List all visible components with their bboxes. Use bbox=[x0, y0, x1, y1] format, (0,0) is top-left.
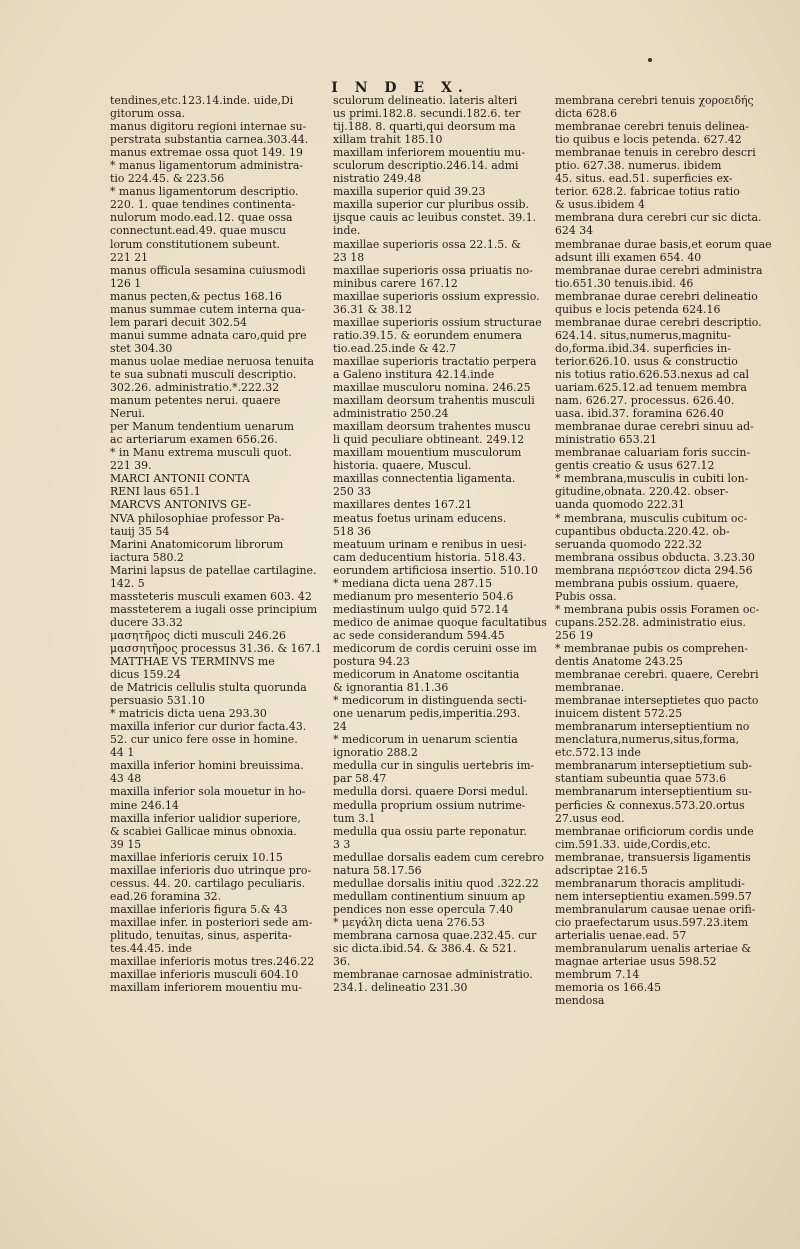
index-line: gitudine,obnata. 220.42. obser- bbox=[555, 485, 729, 499]
index-line: xillam trahit 185.10 bbox=[333, 133, 443, 147]
index-line: dicus 159.24 bbox=[110, 668, 181, 682]
index-line: 44 1 bbox=[110, 746, 135, 760]
index-line: maxillae inferioris motus tres.246.22 bbox=[110, 955, 315, 969]
index-line: maxilla inferior homini breuissima. bbox=[110, 759, 304, 773]
index-line: manui summe adnata caro,quid pre bbox=[110, 328, 307, 342]
index-line: membranae. bbox=[555, 681, 625, 695]
index-line: 221 21 bbox=[110, 250, 149, 264]
index-line: massteteris musculi examen 603. 42 bbox=[110, 589, 312, 603]
index-line: pendices non esse opercula 7.40 bbox=[333, 902, 514, 916]
index-line: historia. quaere, Muscul. bbox=[333, 459, 472, 473]
index-line: 43 48 bbox=[110, 772, 142, 786]
index-line: medulla qua ossiu parte reponatur. bbox=[333, 824, 527, 838]
index-line: tum 3.1 bbox=[333, 811, 376, 825]
index-line: nistratio 249.48 bbox=[333, 172, 422, 186]
index-line: 36. bbox=[333, 955, 351, 969]
index-line: us primi.182.8. secundi.182.6. ter bbox=[333, 107, 521, 121]
index-line: medulla proprium ossium nutrime- bbox=[333, 798, 526, 812]
index-line: medullae dorsalis eadem cum cerebro bbox=[333, 850, 544, 864]
index-line: membranae carnosae administratio. bbox=[333, 968, 533, 982]
index-line: cupans.252.28. administratio eius. bbox=[555, 615, 746, 629]
index-line: maxillae superioris ossium expressio. bbox=[333, 289, 540, 303]
index-line: ijsque cauis ac leuibus constet. 39.1. bbox=[333, 211, 537, 225]
index-line: 36.31 & 38.12 bbox=[333, 302, 412, 316]
index-line: manus officula sesamina cuiusmodi bbox=[110, 263, 306, 277]
index-line: * in Manu extrema musculi quot. bbox=[110, 446, 292, 460]
index-line: medullae dorsalis initiu quod .322.22 bbox=[333, 876, 539, 890]
index-line: medicorum de cordis ceruini osse im bbox=[333, 641, 537, 655]
index-line: adscriptae 216.5 bbox=[555, 863, 648, 877]
index-line: maxillae inferioris musculi 604.10 bbox=[110, 968, 299, 982]
index-line: tauij 35 54 bbox=[110, 524, 170, 538]
index-line: manus digitoru regioni internae su- bbox=[110, 120, 307, 134]
index-line: 24 bbox=[333, 720, 347, 734]
index-line: 39 15 bbox=[110, 837, 142, 851]
index-column-1 bbox=[110, 94, 328, 994]
index-line: membranarum interseptietium sub- bbox=[555, 759, 753, 773]
index-line: membranarum interseptientium su- bbox=[555, 785, 753, 799]
index-line: Marini lapsus de patellae cartilagine. bbox=[110, 563, 317, 577]
index-line: RENI laus 651.1 bbox=[110, 485, 201, 499]
index-line: MARCI ANTONII CONTA bbox=[110, 472, 250, 486]
index-line: & ignorantia 81.1.36 bbox=[333, 681, 449, 695]
index-line: connectunt.ead.49. quae muscu bbox=[110, 224, 287, 238]
index-line: membranae, transuersis ligamentis bbox=[555, 850, 751, 864]
index-line: perstrata substantia carnea.303.44. bbox=[110, 133, 309, 147]
index-line: maxillae superioris tractatio perpera bbox=[333, 354, 537, 368]
index-line: iactura 580.2 bbox=[110, 550, 184, 564]
index-line: * manus ligamentorum administra- bbox=[110, 159, 304, 173]
index-line: postura 94.23 bbox=[333, 655, 410, 669]
index-line: 142. 5 bbox=[110, 576, 145, 590]
running-header: I N D E X. bbox=[331, 80, 469, 96]
index-line: maxilla inferior sola mouetur in ho- bbox=[110, 785, 306, 799]
index-line: membranae durae cerebri descriptio. bbox=[555, 315, 762, 329]
index-line: ducere 33.32 bbox=[110, 615, 183, 629]
index-line: cupantibus obducta.220.42. ob- bbox=[555, 524, 730, 538]
index-line: MARCVS ANTONIVS GE- bbox=[110, 498, 252, 512]
index-line: membranarum thoracis amplitudi- bbox=[555, 876, 745, 890]
index-line: 518 36 bbox=[333, 524, 372, 538]
index-line: MATTHAE VS TERMINVS me bbox=[110, 655, 275, 669]
index-line: membrum 7.14 bbox=[555, 968, 640, 982]
index-line: maxillam deorsum trahentes muscu bbox=[333, 420, 531, 434]
index-line: medulla cur in singulis uertebris im- bbox=[333, 759, 535, 773]
index-line: 27.usus eod. bbox=[555, 811, 625, 825]
index-line: membranae durae cerebri administra bbox=[555, 263, 763, 277]
index-line: medianum pro mesenterio 504.6 bbox=[333, 589, 514, 603]
index-line: membrana cerebri tenuis χοροειδής bbox=[555, 94, 754, 107]
index-line: massteterem a iugali osse principium bbox=[110, 602, 318, 616]
index-line: 126 1 bbox=[110, 276, 142, 290]
index-line: sic dicta.ibid.54. & 386.4. & 521. bbox=[333, 942, 517, 956]
index-line: plitudo, tenuitas, sinus, asperita- bbox=[110, 929, 292, 942]
index-line: medico de animae quoque facultatibus bbox=[333, 615, 547, 629]
index-line: nem interseptientiu examen.599.57 bbox=[555, 889, 752, 903]
index-line: inuicem distent 572.25 bbox=[555, 707, 683, 721]
index-line: etc.572.13 inde bbox=[555, 746, 641, 760]
index-line: terior. 628.2. fabricae totius ratio bbox=[555, 185, 740, 199]
index-line: cim.591.33. uide,Cordis,etc. bbox=[555, 837, 711, 851]
index-line: minibus carere 167.12 bbox=[333, 276, 458, 290]
index-line: eorundem artificiosa insertio. 510.10 bbox=[333, 563, 538, 577]
index-line: 234.1. delineatio 231.30 bbox=[333, 981, 468, 995]
index-line: nulorum modo.ead.12. quae ossa bbox=[110, 211, 293, 225]
index-line: manum petentes nerui. quaere bbox=[110, 394, 281, 408]
index-line: te sua subnati musculi descriptio. bbox=[110, 367, 297, 381]
index-line: Marini Anatomicorum librorum bbox=[110, 537, 284, 551]
index-line: * membrana, musculis cubitum oc- bbox=[555, 511, 748, 525]
index-line: tio.651.30 tenuis.ibid. 46 bbox=[555, 276, 694, 290]
index-line: memoria os 166.45 bbox=[555, 981, 662, 995]
index-line: uasa. ibid.37. foramina 626.40 bbox=[555, 407, 724, 421]
index-line: maxillae superioris ossium structurae bbox=[333, 315, 542, 329]
index-line: μασσητῆρος processus 31.36. & 167.1 bbox=[110, 641, 322, 655]
index-line: 23 18 bbox=[333, 250, 365, 264]
index-line: tio quibus e locis petenda. 627.42 bbox=[555, 133, 742, 147]
index-line: maxillae infer. in posteriori sede am- bbox=[110, 915, 313, 929]
index-line: membrana pubis ossium. quaere, bbox=[555, 576, 739, 590]
index-line: 624.14. situs,numerus,magnitu- bbox=[555, 328, 731, 342]
index-line: tio.ead.25.inde & 42.7 bbox=[333, 341, 457, 355]
index-line: ratio.39.15. & eorundem enumera bbox=[333, 328, 523, 342]
index-line: Pubis ossa. bbox=[555, 589, 617, 603]
index-line: gitorum ossa. bbox=[110, 107, 186, 121]
index-line: lorum constitutionem subeunt. bbox=[110, 237, 281, 251]
index-line: & scabiei Gallicae minus obnoxia. bbox=[110, 824, 297, 838]
index-line: * membrana,musculis in cubiti lon- bbox=[555, 472, 749, 486]
index-line: membranae cerebri. quaere, Cerebri bbox=[555, 668, 759, 682]
index-line: nam. 626.27. processus. 626.40. bbox=[555, 394, 735, 408]
index-line: membranae orificiorum cordis unde bbox=[555, 824, 754, 838]
index-line: Nerui. bbox=[110, 407, 146, 421]
index-line: cam deducentium historia. 518.43. bbox=[333, 550, 526, 564]
index-line: 220. 1. quae tendines continenta- bbox=[110, 198, 296, 212]
index-line: maxillas connectentia ligamenta. bbox=[333, 472, 516, 486]
index-line: maxillam mouentium musculorum bbox=[333, 446, 522, 460]
index-line: de Matricis cellulis stulta quorunda bbox=[110, 681, 307, 695]
index-line: mendosa bbox=[555, 994, 605, 1008]
index-line: meatus foetus urinam educens. bbox=[333, 511, 507, 525]
index-line: 45. situs. ead.51. superficies ex- bbox=[555, 172, 733, 186]
index-line: maxilla inferior ualidior superiore, bbox=[110, 811, 301, 825]
index-line: dicta 628.6 bbox=[555, 107, 618, 121]
index-line: ead.26 foramina 32. bbox=[110, 889, 222, 903]
index-line: li quid peculiare obtineant. 249.12 bbox=[333, 433, 525, 447]
index-line: arterialis uenae.ead. 57 bbox=[555, 929, 687, 942]
index-line: maxillae superioris ossa priuatis no- bbox=[333, 263, 533, 277]
index-line: per Manum tendentium uenarum bbox=[110, 420, 294, 434]
index-line: manus uolae mediae neruosa tenuita bbox=[110, 354, 314, 368]
index-line: lem parari decuit 302.54 bbox=[110, 315, 247, 329]
index-line: a Galeno institura 42.14.inde bbox=[333, 367, 495, 381]
index-line: tio 224.45. & 223.56 bbox=[110, 172, 225, 186]
index-line: adsunt illi examen 654. 40 bbox=[555, 250, 702, 264]
index-line: membranae cerebri tenuis delinea- bbox=[555, 120, 749, 134]
index-line: tendines,etc.123.14.inde. uide,Di bbox=[110, 94, 294, 107]
index-line: maxillam inferiorem mouentiu mu- bbox=[110, 981, 303, 995]
index-line: persuasio 531.10 bbox=[110, 694, 205, 708]
index-line: membranae durae basis,et eorum quae bbox=[555, 237, 772, 251]
index-line: * medicorum in uenarum scientia bbox=[333, 733, 518, 747]
index-line: magnae arteriae usus 598.52 bbox=[555, 955, 717, 969]
index-line: membranae tenuis in cerebro descri bbox=[555, 146, 756, 160]
index-line: * matricis dicta uena 293.30 bbox=[110, 707, 267, 721]
index-line: one uenarum pedis,imperitia.293. bbox=[333, 707, 521, 721]
index-line: ignoratio 288.2 bbox=[333, 746, 418, 760]
index-line: * medicorum in distinguenda secti- bbox=[333, 694, 527, 708]
index-line: perficies & connexus.573.20.ortus bbox=[555, 798, 745, 812]
index-line: meatuum urinam e renibus in uesi- bbox=[333, 537, 527, 551]
index-line: maxilla superior cur pluribus ossib. bbox=[333, 198, 529, 212]
index-line: maxillae inferioris figura 5.& 43 bbox=[110, 902, 288, 916]
index-line: maxilla superior quid 39.23 bbox=[333, 185, 486, 199]
index-line: nis totius ratio.626.53.nexus ad cal bbox=[555, 367, 750, 381]
index-line: maxillae inferioris ceruix 10.15 bbox=[110, 850, 283, 864]
index-line: * manus ligamentorum descriptio. bbox=[110, 185, 299, 199]
index-line: ministratio 653.21 bbox=[555, 433, 657, 447]
index-line: 256 19 bbox=[555, 628, 594, 642]
index-line: quibus e locis petenda 624.16 bbox=[555, 302, 721, 316]
index-line: maxillae musculoru nomina. 246.25 bbox=[333, 381, 531, 395]
index-line: membrana carnosa quae.232.45. cur bbox=[333, 929, 537, 942]
index-line: administratio 250.24 bbox=[333, 407, 449, 421]
index-line: uanda quomodo 222.31 bbox=[555, 498, 685, 512]
index-line: menclatura,numerus,situs,forma, bbox=[555, 733, 740, 747]
index-line: 221 39. bbox=[110, 459, 152, 473]
index-line: terior.626.10. usus & constructio bbox=[555, 354, 738, 368]
index-line: manus pecten,& pectus 168.16 bbox=[110, 289, 282, 303]
index-line: sculorum delineatio. lateris alteri bbox=[333, 94, 518, 107]
index-line: maxillam deorsum trahentis musculi bbox=[333, 394, 535, 408]
index-line: & usus.ibidem 4 bbox=[555, 198, 645, 212]
index-line: 3 3 bbox=[333, 837, 351, 851]
index-line: 250 33 bbox=[333, 485, 372, 499]
index-line: membranarum interseptientium no bbox=[555, 720, 750, 734]
index-line: manus summae cutem interna qua- bbox=[110, 302, 305, 316]
index-line: membranae interseptietes quo pacto bbox=[555, 694, 759, 708]
index-line: stet 304.30 bbox=[110, 341, 173, 355]
index-line: seruanda quomodo 222.32 bbox=[555, 537, 703, 551]
index-line: maxillam inferiorem mouentiu mu- bbox=[333, 146, 526, 160]
index-line: * membranae pubis os comprehen- bbox=[555, 641, 748, 655]
index-line: 302.26. administratio.*.222.32 bbox=[110, 381, 280, 395]
index-line: par 58.47 bbox=[333, 772, 387, 786]
index-line: medicorum in Anatome oscitantia bbox=[333, 668, 520, 682]
index-line: stantiam subeuntia quae 573.6 bbox=[555, 772, 727, 786]
index-line: ac arteriarum examen 656.26. bbox=[110, 433, 278, 447]
index-line: mediastinum uulgo quid 572.14 bbox=[333, 602, 509, 616]
index-line: mine 246.14 bbox=[110, 798, 179, 812]
index-line: maxillae superioris ossa 22.1.5. & bbox=[333, 237, 521, 251]
index-line: cessus. 44. 20. cartilago peculiaris. bbox=[110, 876, 306, 890]
index-line: maxillae inferioris duo utrinque pro- bbox=[110, 863, 312, 877]
index-line: medulla dorsi. quaere Dorsi medul. bbox=[333, 785, 529, 799]
index-line: uariam.625.12.ad tenuem membra bbox=[555, 381, 747, 395]
index-line: * membrana pubis ossis Foramen oc- bbox=[555, 602, 760, 616]
index-column-3 bbox=[555, 94, 773, 1007]
index-line: dentis Anatome 243.25 bbox=[555, 655, 683, 669]
index-line: maxilla inferior cur durior facta.43. bbox=[110, 720, 307, 734]
index-line: maxillares dentes 167.21 bbox=[333, 498, 473, 512]
index-line: gentis creatio & usus 627.12 bbox=[555, 459, 715, 473]
index-line: tes.44.45. inde bbox=[110, 942, 192, 956]
index-line: μασητῆρος dicti musculi 246.26 bbox=[110, 628, 286, 642]
index-line: ac sede considerandum 594.45 bbox=[333, 628, 505, 642]
index-line: do,forma.ibid.34. superficies in- bbox=[555, 341, 731, 355]
index-line: membrana dura cerebri cur sic dicta. bbox=[555, 211, 762, 225]
index-line: NVA philosophiae professor Pa- bbox=[110, 511, 285, 525]
index-line: * mediana dicta uena 287.15 bbox=[333, 576, 493, 590]
index-line: membranae caluariam foris succin- bbox=[555, 446, 751, 460]
index-line: sculorum descriptio.246.14. admi bbox=[333, 159, 519, 173]
ink-speck bbox=[648, 58, 652, 62]
index-line: membranularum causae uenae orifi- bbox=[555, 902, 756, 916]
index-line: ptio. 627.38. numerus. ibidem bbox=[555, 159, 722, 173]
index-line: manus extremae ossa quot 149. 19 bbox=[110, 146, 303, 160]
index-line: natura 58.17.56 bbox=[333, 863, 422, 877]
index-line: membrana ossibus obducta. 3.23.30 bbox=[555, 550, 755, 564]
index-line: cio praefectarum usus.597.23.item bbox=[555, 915, 749, 929]
index-line: membranae durae cerebri sinuu ad- bbox=[555, 420, 754, 434]
index-line: 624 34 bbox=[555, 224, 594, 238]
index-line: 52. cur unico fere osse in homine. bbox=[110, 733, 298, 747]
index-line: * μεγάλη dicta uena 276.53 bbox=[333, 915, 485, 929]
index-line: tij.188. 8. quarti,qui deorsum ma bbox=[333, 120, 516, 134]
index-column-2 bbox=[333, 94, 551, 994]
index-line: membranae durae cerebri delineatio bbox=[555, 289, 758, 303]
index-line: membrana περιόστεον dicta 294.56 bbox=[555, 563, 753, 577]
index-line: inde. bbox=[333, 224, 361, 238]
index-line: membranularum uenalis arteriae & bbox=[555, 942, 752, 956]
index-line: medullam continentium sinuum ap bbox=[333, 889, 526, 903]
